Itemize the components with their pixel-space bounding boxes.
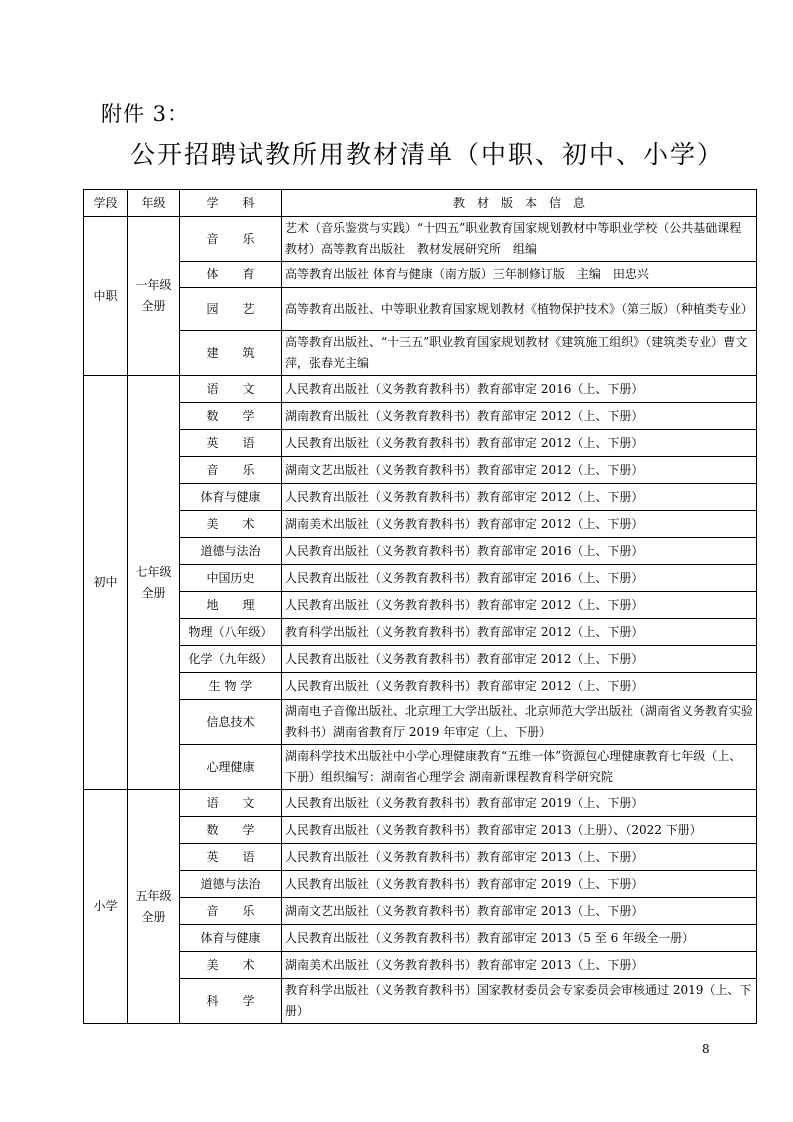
subject-cell: 生 物 学 <box>180 673 282 700</box>
textbook-info-cell: 人民教育出版社（义务教育教科书）教育部审定 2016（上、下册） <box>282 376 757 403</box>
textbook-info-cell: 高等教育出版社 体育与健康（南方版）三年制修订版 主编 田忠兴 <box>282 262 757 288</box>
table-row <box>84 646 757 673</box>
stage-cell: 初中 <box>84 376 128 790</box>
table-row <box>84 331 757 376</box>
table-row <box>84 745 757 790</box>
subject-cell: 英 语 <box>180 430 282 457</box>
table-row <box>84 952 757 979</box>
textbook-info-cell: 湖南电子音像出版社、北京理工大学出版社、北京师范大学出版社（湖南省义务教育实验教科书）湖南省教育厅 2019 年审定（上、下册） <box>282 700 757 745</box>
textbook-info-cell: 湖南美术出版社（义务教育教科书）教育部审定 2013（上、下册） <box>282 952 757 979</box>
table-row <box>84 538 757 565</box>
textbook-info-cell: 教育科学出版社（义务教育教科书）国家教材委员会专家委员会审核通过 2019（上、下册） <box>282 979 757 1024</box>
page-number: 8 <box>702 1042 710 1056</box>
textbook-info-cell: 湖南文艺出版社（义务教育教科书）教育部审定 2012（上、下册） <box>282 457 757 484</box>
subject-cell: 信息技术 <box>180 700 282 745</box>
subject-cell: 道德与法治 <box>180 538 282 565</box>
header-subject: 学 科 <box>180 190 282 217</box>
header-stage: 学段 <box>84 190 128 217</box>
textbook-info-cell: 人民教育出版社（义务教育教科书）教育部审定 2016（上、下册） <box>282 565 757 592</box>
subject-cell: 音 乐 <box>180 457 282 484</box>
subject-cell: 体育与健康 <box>180 484 282 511</box>
subject-cell: 音 乐 <box>180 217 282 262</box>
textbook-info-cell: 人民教育出版社（义务教育教科书）教育部审定 2012（上、下册） <box>282 673 757 700</box>
grade-cell: 七年级 全册 <box>128 376 180 790</box>
table-row <box>84 288 757 331</box>
textbook-info-cell: 高等教育出版社、中等职业教育国家规划教材《植物保护技术》（第三版）（种植类专业） <box>282 288 757 331</box>
table-row <box>84 511 757 538</box>
subject-cell: 园 艺 <box>180 288 282 331</box>
subject-cell: 数 学 <box>180 403 282 430</box>
subject-cell: 英 语 <box>180 844 282 871</box>
textbook-info-cell: 人民教育出版社（义务教育教科书）教育部审定 2013（上、下册） <box>282 844 757 871</box>
table-row <box>84 592 757 619</box>
table-row <box>84 979 757 1024</box>
table-row <box>84 262 757 288</box>
textbook-info-cell: 教育科学出版社（义务教育教科书）教育部审定 2012（上、下册） <box>282 619 757 646</box>
table-row <box>84 700 757 745</box>
subject-cell: 语 文 <box>180 376 282 403</box>
textbook-info-cell: 湖南文艺出版社（义务教育教科书）教育部审定 2013（上、下册） <box>282 898 757 925</box>
textbook-info-cell: 湖南科学技术出版社中小学心理健康教育“五维一体”资源包心理健康教育七年级（上、下册）组织编写：湖南省心理学会 湖南新课程教育科学研究院 <box>282 745 757 790</box>
subject-cell: 中国历史 <box>180 565 282 592</box>
table-row <box>84 217 757 262</box>
textbook-info-cell: 高等教育出版社、“十三五”职业教育国家规划教材《建筑施工组织》（建筑类专业）曹文萍，张春光主编 <box>282 331 757 376</box>
subject-cell: 地 理 <box>180 592 282 619</box>
textbook-info-cell: 人民教育出版社（义务教育教科书）教育部审定 2019（上、下册） <box>282 871 757 898</box>
subject-cell: 语 文 <box>180 790 282 817</box>
textbook-info-cell: 人民教育出版社（义务教育教科书）教育部审定 2012（上、下册） <box>282 484 757 511</box>
table-row <box>84 844 757 871</box>
subject-cell: 化学（九年级） <box>180 646 282 673</box>
subject-cell: 美 术 <box>180 511 282 538</box>
table-row <box>84 898 757 925</box>
textbook-info-cell: 人民教育出版社（义务教育教科书）教育部审定 2013（5 至 6 年级全一册） <box>282 925 757 952</box>
textbook-info-cell: 人民教育出版社（义务教育教科书）教育部审定 2016（上、下册） <box>282 538 757 565</box>
table-row <box>84 673 757 700</box>
table-row <box>84 484 757 511</box>
stage-cell: 小学 <box>84 790 128 1024</box>
table-row <box>84 817 757 844</box>
textbook-info-cell: 人民教育出版社（义务教育教科书）教育部审定 2012（上、下册） <box>282 592 757 619</box>
attachment-label: 附件 3： <box>101 102 190 126</box>
table-row <box>84 403 757 430</box>
header-grade: 年级 <box>128 190 180 217</box>
table-row <box>84 457 757 484</box>
table-row <box>84 619 757 646</box>
subject-cell: 美 术 <box>180 952 282 979</box>
subject-cell: 科 学 <box>180 979 282 1024</box>
textbook-info-cell: 人民教育出版社（义务教育教科书）教育部审定 2012（上、下册） <box>282 646 757 673</box>
document-title: 公开招聘试教所用教材清单（中职、初中、小学） <box>130 140 725 169</box>
table-row <box>84 430 757 457</box>
table-row <box>84 565 757 592</box>
textbook-info-cell: 湖南教育出版社（义务教育教科书）教育部审定 2012（上、下册） <box>282 403 757 430</box>
table-header-row <box>84 190 757 217</box>
textbook-info-cell: 人民教育出版社（义务教育教科书）教育部审定 2013（上册）、（2022 下册） <box>282 817 757 844</box>
table-row <box>84 871 757 898</box>
subject-cell: 心理健康 <box>180 745 282 790</box>
stage-cell: 中职 <box>84 217 128 376</box>
subject-cell: 数 学 <box>180 817 282 844</box>
textbook-info-cell: 艺术（音乐鉴赏与实践）“十四五”职业教育国家规划教材中等职业学校（公共基础课程教材）高等教育出版社 教材发展研究所 组编 <box>282 217 757 262</box>
table-row <box>84 376 757 403</box>
header-info: 教 材 版 本 信 息 <box>282 190 757 217</box>
table-row <box>84 790 757 817</box>
subject-cell: 体育与健康 <box>180 925 282 952</box>
subject-cell: 音 乐 <box>180 898 282 925</box>
grade-cell: 五年级 全册 <box>128 790 180 1024</box>
subject-cell: 体 育 <box>180 262 282 288</box>
grade-cell: 一年级 全册 <box>128 217 180 376</box>
subject-cell: 物理（八年级） <box>180 619 282 646</box>
subject-cell: 建 筑 <box>180 331 282 376</box>
table-row <box>84 925 757 952</box>
textbook-table <box>83 189 757 1024</box>
textbook-info-cell: 人民教育出版社（义务教育教科书）教育部审定 2019（上、下册） <box>282 790 757 817</box>
subject-cell: 道德与法治 <box>180 871 282 898</box>
textbook-info-cell: 湖南美术出版社（义务教育教科书）教育部审定 2012（上、下册） <box>282 511 757 538</box>
textbook-info-cell: 人民教育出版社（义务教育教科书）教育部审定 2012（上、下册） <box>282 430 757 457</box>
